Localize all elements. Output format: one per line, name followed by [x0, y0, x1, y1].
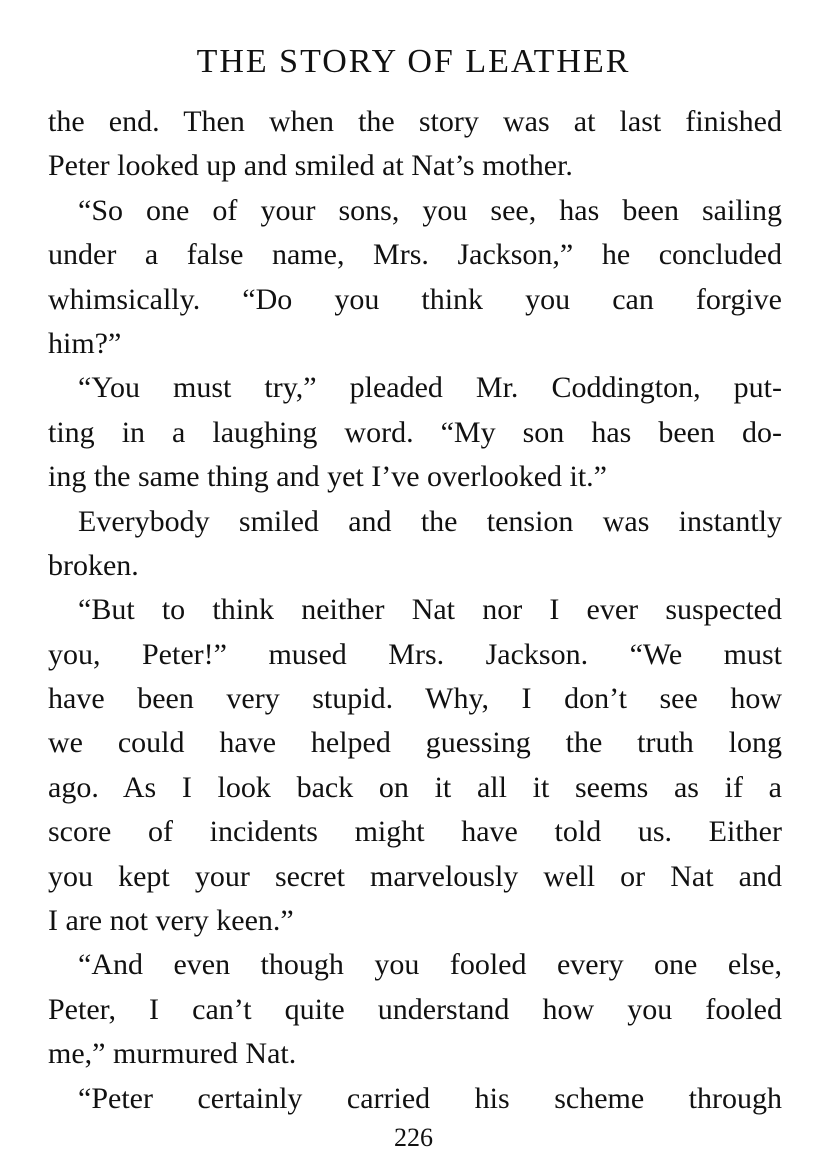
text-line: Everybody smiled and the tension was instantly [78, 504, 782, 538]
text-line: score of incidents might have told us. Either [48, 815, 782, 849]
text-line: “And even though you fooled every one else, [78, 948, 782, 982]
text-line: you, Peter!” mused Mrs. Jackson. “We must [48, 637, 782, 671]
text-line: Peter, I can’t quite understand how you fooled [48, 992, 782, 1026]
text-line: “You must try,” pleaded Mr. Coddington, put- [78, 371, 782, 405]
text-line: him?” [48, 326, 122, 360]
text-line: I are not very keen.” [48, 904, 294, 938]
text-line: ago. As I look back on it all it seems as if a [48, 770, 782, 804]
text-line: Peter looked up and smiled at Nat’s mother. [48, 149, 573, 183]
text-line: have been very stupid. Why, I don’t see how [48, 682, 782, 716]
text-line: “But to think neither Nat nor I ever suspected [78, 593, 782, 627]
text-line: me,” murmured Nat. [48, 1037, 297, 1071]
text-line: whimsically. “Do you think you can forgive [48, 282, 782, 316]
text-line: you kept your secret marvelously well or Nat and [48, 859, 782, 893]
body-text [48, 100, 782, 1121]
text-line: the end. Then when the story was at last finished [48, 105, 782, 138]
text-line: broken. [48, 548, 139, 582]
text-line: ting in a laughing word. “My son has been do- [48, 415, 782, 449]
text-line: ing the same thing and yet I’ve overlooked it.” [48, 460, 607, 494]
running-title: THE STORY OF LEATHER [196, 43, 631, 80]
text-line: under a false name, Mrs. Jackson,” he concluded [48, 238, 782, 272]
text-line: “So one of your sons, you see, has been sailing [78, 193, 782, 227]
page-number: 226 [394, 1123, 433, 1152]
text-line: we could have helped guessing the truth long [48, 726, 782, 760]
text-line: “Peter certainly carried his scheme through [78, 1081, 782, 1115]
